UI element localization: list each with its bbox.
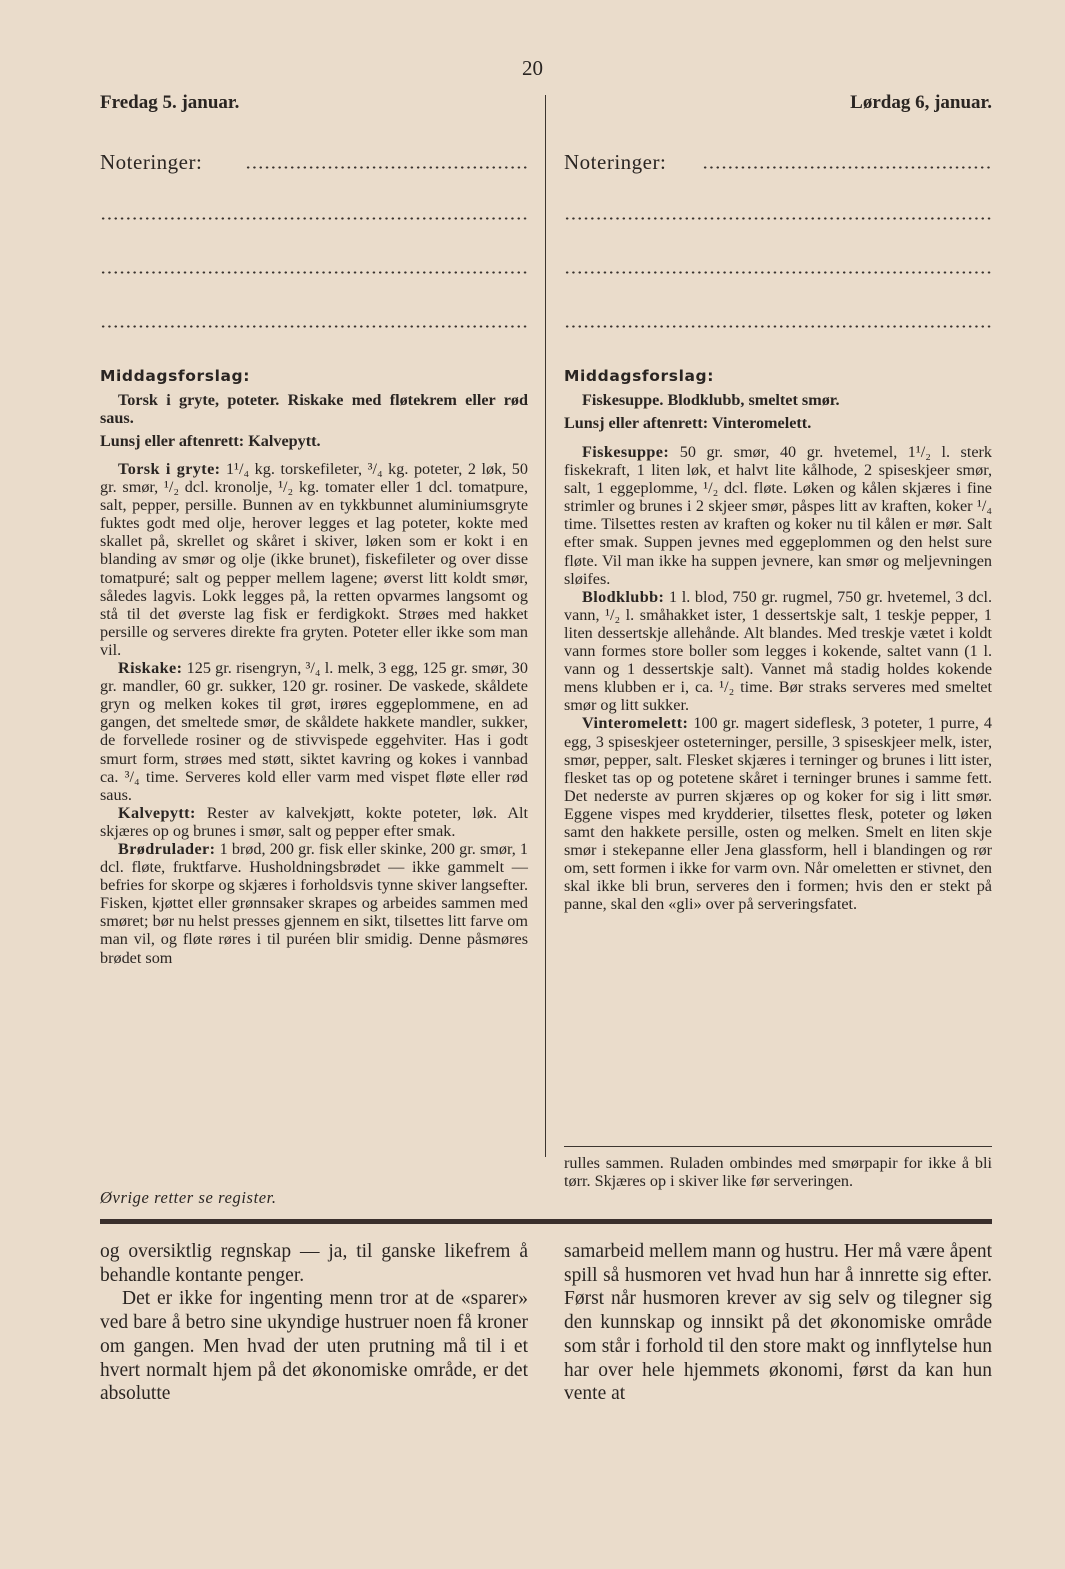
dinner-suggestion-text: Torsk i gryte, poteter. Riskake med fløtekrem eller rød saus.: [100, 391, 528, 427]
recipe-text: Rester av kalvekjøtt, kokte poteter, løk. Alt skjæres op og brunes i smør, salt og pepper efter smak.: [100, 803, 529, 840]
recipe-text: 125 gr. risengryn, ³/₄ l. melk, 3 egg, 125 gr. smør, 30 gr. mandler, 60 gr. sukker, 120 gr. rosiner. De vaskede, skåldete gryn og melken kokes til grøt, irøres eggeplommene, en ad gangen, det smeltede smør, de skåldete hakkete mandler, sukker, de forvellede rosiner og de stivvispede eggehviter. Has i godt smurt form, strøes med støtt, siktet kavring og kokes i vannbad ca. ³/₄ time. Serveres kold eller varm med vispet fløte eller rød saus.: [100, 659, 528, 804]
lunch-suggestion: Lunsj eller aftenrett: Vinteromelett.: [564, 414, 812, 432]
dinner-suggestion-right: [564, 391, 992, 432]
notes-line: [564, 217, 992, 220]
page-number: 20: [522, 56, 543, 80]
recipe-paragraph: [100, 659, 528, 804]
recipe-title: Fiskesuppe:: [582, 443, 670, 461]
recipe-paragraph: [564, 714, 992, 913]
recipe-paragraph: [100, 840, 528, 967]
recipe-title: Blodklubb:: [582, 587, 665, 606]
notes-line: [100, 325, 528, 328]
recipe-text: 1 l. blod, 750 gr. rugmel, 750 gr. hvetemel, 3 dcl. vann, ¹/₂ l. småhakket ister, 1 dessertskje salt, 1 teskje pepper, 1 liten dessertskje allehånde. Alt blandes. Med treskje vætet i koldt vann formes store boller som legges i kokende, saltet vann (1 l. vann og 1 dessertskje salt). Vannet må stadig holdes kokende mens klubben er i, ca. ¹/₂ time. Bør straks serveres med smeltet smør og litt sukker.: [564, 587, 992, 715]
recipe-paragraph: [100, 804, 528, 840]
essay-left: [100, 1240, 528, 1406]
dinner-heading-right: Middagsforslag:: [564, 367, 715, 385]
notes-line: [564, 271, 992, 274]
dinner-suggestion-left: [100, 391, 528, 450]
recipe-text: 100 gr. magert sideflesk, 3 poteter, 1 purre, 4 egg, 3 spiseskjeer osteterninger, persille, 3 spiseskjeer melk, ister, smør, pepper, salt. Flesket skjæres i terninger og brunes i litt ister, flesket tas op og potetene skåret i terninger brunes i samme fett. Det nederste av purren skjæres op og koker for sig i litt smør. Eggene vispes med krydderier, tilsettes flesk, poteter og løken samt den hakkete persille, osten og melken. Smelt en liten skje smør i stekepanne eller Jena glassform, hell i blandingen og rør om, sett formen i ikke for varm ovn. Når omeletten er stivnet, den skal ikke bli brun, serveres den i formen; hvis den er stekt på panne, skal den «gli» over på serveringsfatet.: [564, 714, 993, 914]
essay-right: [564, 1240, 992, 1406]
recipe-paragraph: [564, 443, 992, 588]
footer-note: Øvrige retter se register.: [100, 1188, 277, 1207]
recipe-text: 1¹/₄ kg. torskefileter, ³/₄ kg. poteter, 2 løk, 50 gr. smør, ¹/₂ dcl. kronolje, ¹/₂ kg. tomater eller 1 dcl. tomatpure, salt, pepper, persille. Bunnen av en tykkbunnet aluminiumsgryte fuktes godt med olje, herover legges et lag poteter, kokte med skallet på, skrellet og skåret i skiver, løken som er kokt i en blanding av smør og olje (ikke brunet), fiskefileter og over disse tomatpuré; salt og pepper mellem lagene; øverst litt koldt smør, således lagvis. Lokk legges på, la retten opvarmes langsomt og stå til det øverste lag fisk er ferdigkokt. Strøes med hakket persille og serveres direkte fra gryten. Poteter eller ikke som man vil.: [100, 460, 528, 659]
day-heading-saturday: Lørdag 6, januar.: [850, 92, 992, 113]
recipe-continuation: rulles sammen. Ruladen ombindes med smørpapir for ikke å bli tørr. Skjæres op i skiver like før serveringen.: [564, 1154, 992, 1191]
notes-line: [100, 217, 528, 220]
column-divider: [545, 95, 546, 1157]
essay-paragraph: samarbeid mellem mann og hustru. Her må være åpent spill så husmoren vet hvad hun har å innrette sig efter. Først når husmoren krever av sig selv og tilegner sig den kunnskap og innsikt på det økonomiske område som står i forhold til den store makt og innflytelse hun har over hele hjemmets økonomi, først da kan hun vente at: [564, 1241, 992, 1405]
recipe-title: Kalvepytt:: [118, 803, 196, 822]
notes-line: [100, 271, 528, 274]
recipe-paragraph: [100, 460, 528, 659]
recipe-title: Brødrulader:: [118, 839, 216, 858]
essay-paragraph: og oversiktlig regnskap — ja, til ganske likefrem å behandle kontante penger.: [100, 1241, 528, 1286]
recipes-right: [564, 443, 992, 913]
recipe-title: Torsk i gryte:: [118, 460, 221, 478]
day-heading-friday: Fredag 5. januar.: [100, 92, 240, 113]
dinner-heading-left: Middagsforslag:: [100, 367, 251, 385]
recipe-text: 1 brød, 200 gr. fisk eller skinke, 200 gr. smør, 1 dcl. fløte, fruktfarve. Husholdningsbrødet — ikke gammelt — befries for skorpe og skjæres i forholdsvis tynne skiver langsefter. Fisken, kjøttet eller grønnsaker skrapes og arbeides sammen med smøret; bør nu helst presses gjennem en sikt, tilsettes litt farve om man vil, og fløte røres i til puréen blir smidig. Denne påsmøres brødet som: [100, 839, 528, 967]
notes-label-left: Noteringer:: [100, 150, 203, 174]
recipe-text: 50 gr. smør, 40 gr. hvetemel, 1¹/₂ l. sterk fiskekraft, 1 liten løk, et halvt lite kålhode, 2 spiseskjeer smør, salt, 1 eggeplomme, ¹/₂ dcl. fløte. Løken og kålen skjæres i fine strimler og brunes i 2 skjeer smør, påspes litt av kraften, koker ¹/₄ time. Tilsettes resten av kraften og koker nu til kålen er mør. Salt efter smak. Suppen jevnes med eggeplommen og den helst sure fløte. Vil man ikke ha suppen jevnere, kan smør og meljevningen sløifes.: [564, 443, 993, 588]
notes-line: [245, 166, 528, 169]
recipe-title: Vinteromelett:: [582, 714, 689, 733]
dinner-suggestion-text: Fiskesuppe. Blodklubb, smeltet smør.: [582, 391, 840, 409]
notes-label-right: Noteringer:: [564, 150, 667, 174]
notes-line: [564, 325, 992, 328]
page-divider-bar: [100, 1219, 992, 1224]
essay-paragraph: Det er ikke for ingenting menn tror at de «sparer» ved bare å betro sine ukyndige hustruer noen få kroner om gangen. Men hvad der uten prutning må til i et hvert normalt hjem på det økonomiske område, er det absolutte: [100, 1288, 528, 1405]
recipe-title: Riskake:: [118, 659, 183, 678]
recipes-left: [100, 460, 528, 967]
recipe-paragraph: [564, 588, 992, 715]
notes-line: [702, 166, 992, 169]
lunch-suggestion: Lunsj eller aftenrett: Kalvepytt.: [100, 432, 321, 450]
section-rule: [564, 1146, 992, 1147]
